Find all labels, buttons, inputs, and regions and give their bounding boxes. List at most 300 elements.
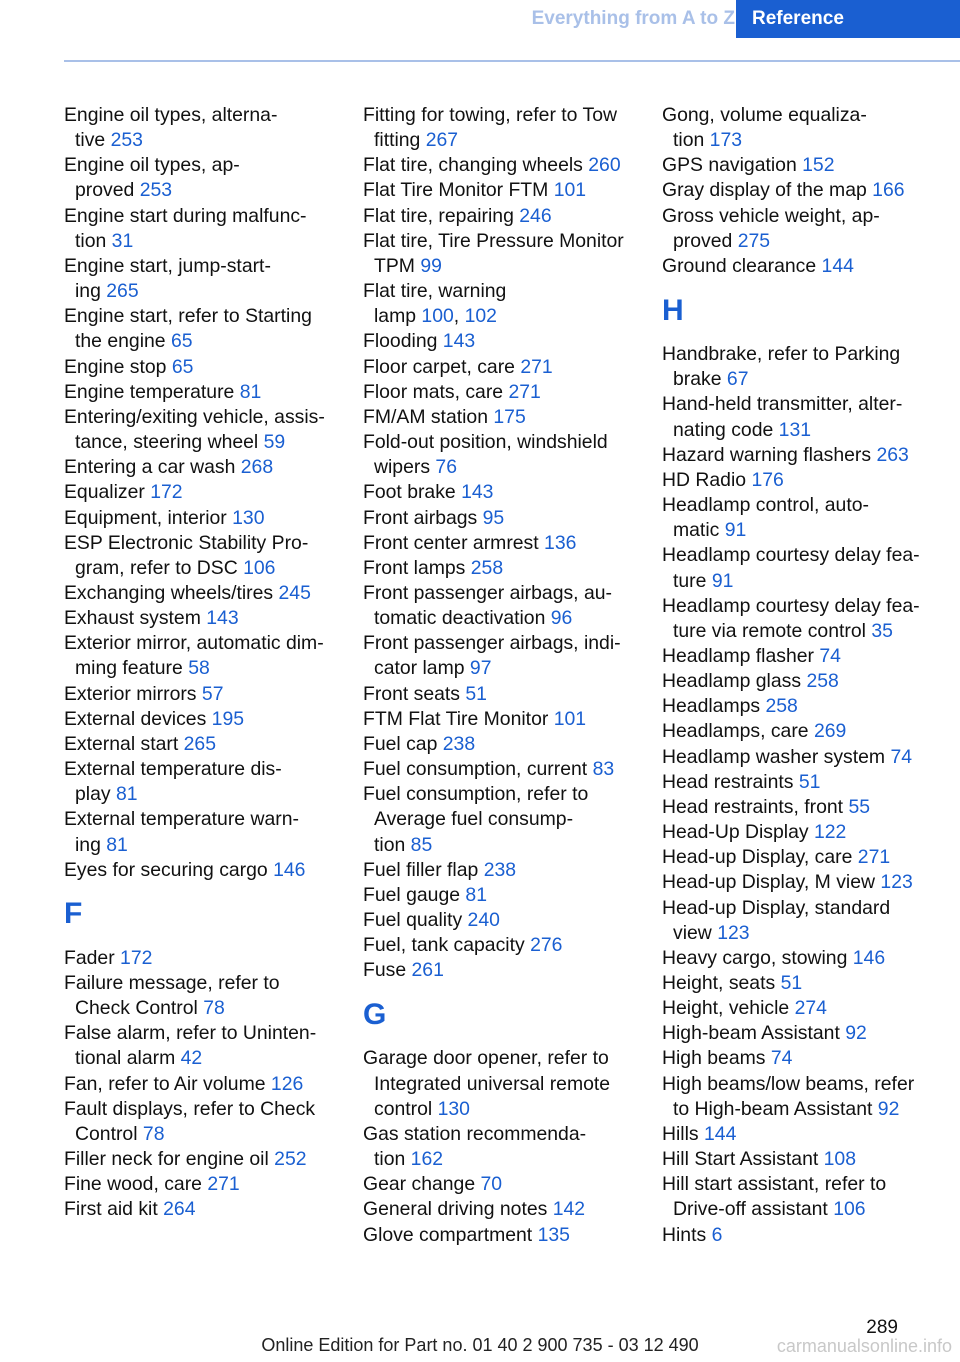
index-term: Flat tire, changing wheels: [363, 154, 589, 177]
page-link[interactable]: 31: [111, 229, 134, 252]
index-term: Height, seats: [662, 972, 781, 994]
index-term: lamp: [374, 305, 422, 328]
index-entry: [64, 1147, 349, 1172]
page-link[interactable]: 136: [544, 531, 577, 554]
index-entry: [363, 355, 648, 380]
index-term: view: [673, 921, 718, 944]
index-term: Eyes for securing cargo: [64, 858, 274, 881]
index-entry: [64, 707, 349, 732]
index-entry: [363, 1172, 648, 1197]
page-link[interactable]: 92: [877, 1097, 900, 1120]
page-link[interactable]: 42: [180, 1047, 203, 1070]
index-term: Fuel gauge: [363, 883, 466, 906]
index-term: Failure message, refer to: [64, 972, 280, 994]
page-link[interactable]: 70: [480, 1173, 503, 1196]
page-link[interactable]: 258: [806, 670, 839, 693]
page-link[interactable]: 35: [871, 619, 893, 642]
page-link[interactable]: 146: [852, 946, 886, 969]
page-link[interactable]: 162: [410, 1148, 444, 1171]
index-entry: [662, 644, 954, 669]
index-term: tive: [75, 129, 111, 152]
index-term: Head restraints, front: [662, 795, 849, 818]
index-term: Flat tire, Tire Pressure Monitor: [363, 229, 624, 252]
index-term: Handbrake, refer to Parking: [662, 343, 901, 366]
index-entry: [662, 178, 954, 203]
index-entry: [662, 845, 954, 870]
index-entry: [662, 254, 954, 279]
index-term: Fader: [64, 946, 121, 969]
index-entry: [662, 745, 954, 770]
index-entry: [662, 996, 954, 1021]
index-entry: [64, 103, 349, 153]
page-link[interactable]: 252: [274, 1148, 307, 1171]
index-term: FM/AM station: [363, 405, 494, 428]
page-link[interactable]: 152: [802, 154, 835, 177]
index-entry: [64, 254, 349, 304]
index-term: Flat Tire Monitor FTM: [363, 179, 554, 202]
index-entry: [64, 506, 349, 531]
page-link[interactable]: 271: [508, 380, 541, 403]
index-entry: [662, 468, 954, 493]
index-entry: [363, 1223, 648, 1248]
page-link[interactable]: 176: [751, 468, 784, 491]
page-link[interactable]: 265: [106, 280, 139, 303]
page-link[interactable]: 238: [442, 732, 476, 755]
page-link[interactable]: 58: [188, 657, 210, 680]
page-link[interactable]: 57: [201, 682, 224, 705]
index-term: High-beam Assistant: [662, 1022, 846, 1045]
index-term: Gong, volume equaliza-: [662, 104, 867, 126]
index-term: Average fuel consump-: [374, 808, 574, 831]
index-term: Front center armrest: [363, 531, 545, 554]
index-entry: [363, 1197, 648, 1222]
index-term: Equipment, interior: [64, 506, 233, 529]
index-entry: [363, 430, 648, 480]
index-entry: [363, 103, 648, 153]
index-term: HD Radio: [662, 468, 752, 491]
index-entry: [64, 1072, 349, 1097]
index-entry: [662, 342, 954, 392]
page-link[interactable]: 101: [553, 179, 587, 202]
index-term: GPS navigation: [662, 154, 803, 177]
index-entry: [662, 153, 954, 178]
page-link[interactable]: 65: [170, 330, 193, 353]
index-term: Entering/exiting vehicle, assis-: [64, 405, 325, 428]
page-link[interactable]: 130: [232, 506, 265, 529]
page-link[interactable]: 142: [552, 1198, 586, 1221]
page-link[interactable]: 253: [110, 129, 143, 152]
index-entry: [662, 1172, 954, 1222]
index-term: Hill Start Assistant: [662, 1148, 824, 1171]
page-link[interactable]: 143: [206, 607, 239, 630]
index-entry: [662, 204, 954, 254]
index-entry: [64, 304, 349, 354]
index-entry: [363, 1046, 648, 1121]
index-term: Garage door opener, refer to: [363, 1047, 609, 1070]
header-rule: [64, 60, 960, 62]
index-term: wipers: [374, 456, 436, 479]
page-link[interactable]: 122: [813, 821, 847, 844]
index-term: Exterior mirrors: [64, 682, 202, 705]
page-link[interactable]: 76: [435, 456, 457, 479]
page-link[interactable]: 253: [139, 179, 173, 202]
index-term: False alarm, refer to Uninten-: [64, 1022, 317, 1045]
index-entry: [662, 870, 954, 895]
index-entry: [662, 392, 954, 442]
index-entry: [363, 782, 648, 857]
page-link[interactable]: 173: [709, 129, 743, 152]
index-entry: [363, 883, 648, 908]
index-term: High beams: [662, 1047, 771, 1070]
index-term: Front airbags: [363, 506, 483, 529]
page-link[interactable]: 74: [819, 644, 841, 667]
index-entry: [64, 1197, 349, 1222]
index-term: nating code: [673, 418, 779, 441]
index-entry: [363, 707, 648, 732]
page-link[interactable]: 6: [711, 1223, 723, 1246]
index-term: Gear change: [363, 1173, 481, 1196]
index-entry: [363, 405, 648, 430]
index-term: Headlamp courtesy delay fea-: [662, 594, 920, 617]
page-link[interactable]: 276: [530, 934, 563, 957]
index-entry: [64, 1172, 349, 1197]
page-link[interactable]: 95: [482, 506, 505, 529]
page-link[interactable]: 135: [537, 1223, 570, 1246]
index-entry: [363, 732, 648, 757]
page-link[interactable]: 172: [150, 481, 183, 504]
section-letter: G: [363, 997, 387, 1031]
index-term: matic: [673, 519, 725, 542]
index-term: Gross vehicle weight, ap-: [662, 204, 880, 227]
index-term: Fuel, tank capacity: [363, 934, 531, 957]
index-term: Headlamp control, auto-: [662, 494, 869, 517]
index-term: General driving notes: [363, 1198, 553, 1221]
index-term: ing: [75, 280, 107, 303]
index-term: Engine stop: [64, 355, 172, 378]
index-entry: [662, 1223, 954, 1248]
page-link[interactable]: 74: [770, 1047, 793, 1070]
page-number: 289: [866, 1317, 898, 1338]
index-term: Headlamps, care: [662, 720, 814, 743]
index-term: cator lamp: [374, 657, 470, 680]
page-link[interactable]: 106: [243, 556, 276, 579]
page-link[interactable]: 263: [876, 443, 909, 466]
page-link[interactable]: 271: [520, 355, 553, 378]
page-link[interactable]: 238: [483, 858, 517, 881]
page-link[interactable]: 146: [273, 858, 306, 881]
index-term: External temperature dis-: [64, 758, 282, 781]
index-term: tional alarm: [75, 1047, 181, 1070]
watermark: carmanualsonline.info: [776, 1336, 952, 1356]
index-entry: [363, 757, 648, 782]
index-entry: [64, 682, 349, 707]
index-term: Front seats: [363, 682, 466, 705]
index-term: proved: [75, 179, 140, 202]
index-term: Fold-out position, windshield: [363, 431, 608, 454]
page-link[interactable]: 83: [592, 758, 615, 781]
page-link[interactable]: 91: [711, 569, 734, 592]
index-entry: [662, 669, 954, 694]
index-entry: [662, 971, 954, 996]
index-entry: [64, 581, 349, 606]
index-term: Integrated universal remote: [374, 1072, 611, 1095]
page-link[interactable]: 268: [240, 456, 274, 479]
index-entry: [64, 405, 349, 455]
index-term: TPM: [374, 254, 421, 277]
index-term: Entering a car wash: [64, 456, 241, 479]
index-entry: [662, 694, 954, 719]
index-term: Hand-held transmitter, alter-: [662, 393, 903, 416]
index-term: to High-beam Assistant: [673, 1097, 878, 1120]
index-term: Head-up Display, standard: [662, 896, 891, 919]
page-link[interactable]: 91: [724, 519, 747, 542]
index-entry: [64, 355, 349, 380]
index-entry: [662, 1147, 954, 1172]
index-term: Flat tire, warning: [363, 280, 507, 303]
page-link[interactable]: 65: [171, 355, 194, 378]
index-term: tion: [374, 833, 411, 856]
header-section-title: Everything from A to Z: [531, 8, 735, 29]
index-entry: [363, 329, 648, 354]
index-term: External devices: [64, 707, 212, 730]
index-term: Headlamp flasher: [662, 644, 820, 667]
index-term: Gas station recommenda-: [363, 1122, 587, 1145]
page-link[interactable]: 123: [717, 921, 750, 944]
index-term: Gray display of the map: [662, 179, 873, 202]
page-link[interactable]: 143: [461, 481, 494, 504]
page-link[interactable]: 265: [183, 732, 216, 755]
index-entry: [662, 719, 954, 744]
index-term: ming feature: [75, 657, 189, 680]
index-entry: [363, 480, 648, 505]
index-term: Headlamps: [662, 695, 766, 718]
page-link[interactable]: 175: [493, 405, 526, 428]
page-link[interactable]: 55: [848, 795, 871, 818]
page-link[interactable]: 81: [106, 833, 128, 856]
index-entry: [64, 380, 349, 405]
index-term: First aid kit: [64, 1198, 164, 1221]
page-link[interactable]: 96: [550, 607, 573, 630]
index-term: Fan, refer to Air volume: [64, 1072, 271, 1095]
page-link[interactable]: 101: [553, 707, 587, 730]
index-term: Fault displays, refer to Check: [64, 1097, 316, 1120]
index-term: Glove compartment: [363, 1223, 538, 1246]
index-entry: [64, 757, 349, 807]
page-link[interactable]: 78: [142, 1122, 165, 1145]
page-link[interactable]: 143: [442, 330, 476, 353]
index-entry: [363, 933, 648, 958]
page-link[interactable]: 59: [263, 431, 286, 454]
index-term: tion: [374, 1148, 411, 1171]
index-entry: [64, 606, 349, 631]
index-term: play: [75, 783, 116, 806]
page-link[interactable]: 245: [278, 581, 311, 604]
index-term: Heavy cargo, stowing: [662, 946, 853, 969]
page-link[interactable]: 271: [857, 846, 891, 869]
page-link[interactable]: 195: [211, 707, 245, 730]
index-term: Fuel quality: [363, 909, 468, 931]
page-link[interactable]: 81: [465, 883, 487, 906]
index-entry: [662, 103, 954, 153]
page-link[interactable]: 85: [410, 833, 433, 856]
index-entry: [662, 594, 954, 644]
index-entry: [363, 908, 648, 933]
index-term: Head-up Display, M view: [662, 871, 881, 894]
index-term: Floor carpet, care: [363, 355, 521, 378]
index-term: Engine start during malfunc-: [64, 204, 307, 227]
index-entry: [363, 506, 648, 531]
page-link[interactable]: 274: [794, 997, 827, 1020]
index-term: Filler neck for engine oil: [64, 1148, 275, 1171]
header-tab-reference: Reference: [736, 0, 960, 38]
index-term: Ground clearance: [662, 254, 822, 277]
index-entry: [363, 153, 648, 178]
index-term: Hints: [662, 1223, 712, 1246]
page-link[interactable]: 81: [115, 783, 138, 806]
index-entry: [64, 480, 349, 505]
index-term: Exhaust system: [64, 607, 207, 630]
page-link[interactable]: 123: [880, 871, 913, 894]
index-term: ture: [673, 569, 712, 592]
page-link[interactable]: 130: [437, 1097, 470, 1120]
index-entry: [64, 1021, 349, 1071]
index-entry: [662, 443, 954, 468]
index-term: Front passenger airbags, au-: [363, 581, 612, 604]
index-term: Head restraints: [662, 770, 799, 793]
index-entry: [64, 732, 349, 757]
page-link[interactable]: 172: [120, 946, 153, 969]
index-entry: [662, 543, 954, 593]
index-term: fitting: [374, 129, 426, 152]
index-term: Front passenger airbags, indi-: [363, 632, 621, 655]
index-term: the engine: [75, 330, 171, 353]
page-link[interactable]: 126: [270, 1072, 304, 1095]
page-link[interactable]: 92: [845, 1022, 867, 1045]
index-term: Foot brake: [363, 481, 462, 504]
page-link[interactable]: 246: [519, 204, 552, 227]
index-entry: Flat tire, warning lamp 100, 102: [363, 280, 507, 328]
page-link[interactable]: 269: [813, 720, 847, 743]
index-term: Floor mats, care: [363, 380, 509, 403]
index-term: High beams/low beams, refer: [662, 1072, 915, 1095]
index-term: Fuel filler flap: [363, 858, 484, 881]
page-link[interactable]: 100: [421, 305, 454, 328]
index-term: Engine start, jump-start-: [64, 254, 271, 277]
index-entry: [363, 958, 648, 983]
index-term: Headlamp glass: [662, 670, 807, 693]
index-entry: [662, 1072, 954, 1122]
index-entry: [64, 455, 349, 480]
page-link[interactable]: 97: [469, 657, 492, 680]
page-link[interactable]: 51: [465, 682, 487, 705]
index-term: tance, steering wheel: [75, 431, 264, 454]
index-entry: [64, 631, 349, 681]
page-link[interactable]: 51: [780, 972, 803, 994]
page-link[interactable]: 264: [163, 1198, 196, 1221]
page-link[interactable]: 144: [704, 1122, 737, 1145]
index-entry: [662, 1046, 954, 1071]
index-term: ESP Electronic Stability Pro-: [64, 531, 309, 554]
page-link[interactable]: 78: [203, 997, 225, 1020]
page-link[interactable]: 267: [425, 129, 459, 152]
page-link[interactable]: 67: [726, 368, 749, 391]
page-link[interactable]: 275: [737, 229, 771, 252]
index-term: proved: [673, 229, 738, 252]
index-entry: [662, 795, 954, 820]
page-link[interactable]: 271: [207, 1173, 240, 1196]
index-term: Flooding: [363, 330, 443, 353]
index-term: Head-Up Display: [662, 821, 814, 844]
page-link[interactable]: 81: [239, 380, 262, 403]
index-entry: [662, 896, 954, 946]
index-term: Fitting for towing, refer to Tow: [363, 104, 617, 126]
page-link[interactable]: 240: [467, 909, 500, 931]
index-term: ing: [75, 833, 107, 856]
index-entry: [662, 946, 954, 971]
index-entry: [363, 858, 648, 883]
page-link[interactable]: 74: [890, 745, 913, 768]
page-link[interactable]: 144: [821, 254, 854, 277]
index-term: Engine temperature: [64, 380, 240, 403]
index-term: control: [374, 1097, 438, 1120]
index-term: Headlamp courtesy delay fea-: [662, 544, 920, 567]
index-entry: [64, 971, 349, 1021]
index-entry: [662, 1021, 954, 1046]
page-link[interactable]: 258: [765, 695, 798, 718]
index-term: tomatic deactivation: [374, 607, 551, 630]
page-link[interactable]: 258: [470, 556, 504, 579]
index-term: Fuel consumption, current: [363, 758, 593, 781]
section-letter: H: [662, 293, 684, 327]
footer-edition: Online Edition for Part no. 01 40 2 900 735 - 03 12 490: [261, 1335, 699, 1355]
page-link[interactable]: 51: [798, 770, 821, 793]
index-entry: [64, 204, 349, 254]
index-term: Control: [75, 1122, 143, 1145]
index-entry: [64, 531, 349, 581]
index-term: Equalizer: [64, 481, 151, 504]
index-term: Head-up Display, care: [662, 846, 858, 869]
index-term: ture via remote control: [673, 619, 872, 642]
index-term: Front lamps: [363, 556, 471, 579]
page-link[interactable]: 131: [778, 418, 812, 441]
page-link[interactable]: 106: [833, 1198, 866, 1221]
page-link[interactable]: 108: [823, 1148, 856, 1171]
index-term: Check Control: [75, 997, 204, 1020]
index-term: Fine wood, care: [64, 1173, 208, 1196]
page-link[interactable]: 102: [464, 305, 497, 328]
index-term: Hill start assistant, refer to: [662, 1173, 887, 1196]
index-entry: [662, 820, 954, 845]
index-entry: [64, 946, 349, 971]
index-entry: [363, 229, 648, 279]
page-link[interactable]: 260: [588, 154, 621, 177]
index-term: Engine oil types, ap-: [64, 154, 240, 177]
page-link[interactable]: 261: [411, 959, 444, 982]
index-term: External temperature warn-: [64, 808, 299, 831]
index-term: Exchanging wheels/tires: [64, 581, 279, 604]
index-term: FTM Flat Tire Monitor: [363, 707, 554, 730]
index-column-3: [662, 103, 954, 1248]
page-link[interactable]: 99: [420, 254, 442, 277]
index-term: gram, refer to DSC: [75, 556, 244, 579]
page-link[interactable]: 166: [872, 179, 905, 202]
index-term: Engine oil types, alterna-: [64, 104, 278, 126]
index-term: Fuel cap: [363, 732, 443, 755]
index-entry: [363, 531, 648, 556]
index-term: Hazard warning flashers: [662, 443, 877, 466]
index-entry: [64, 858, 349, 883]
index-entry: [363, 204, 648, 229]
